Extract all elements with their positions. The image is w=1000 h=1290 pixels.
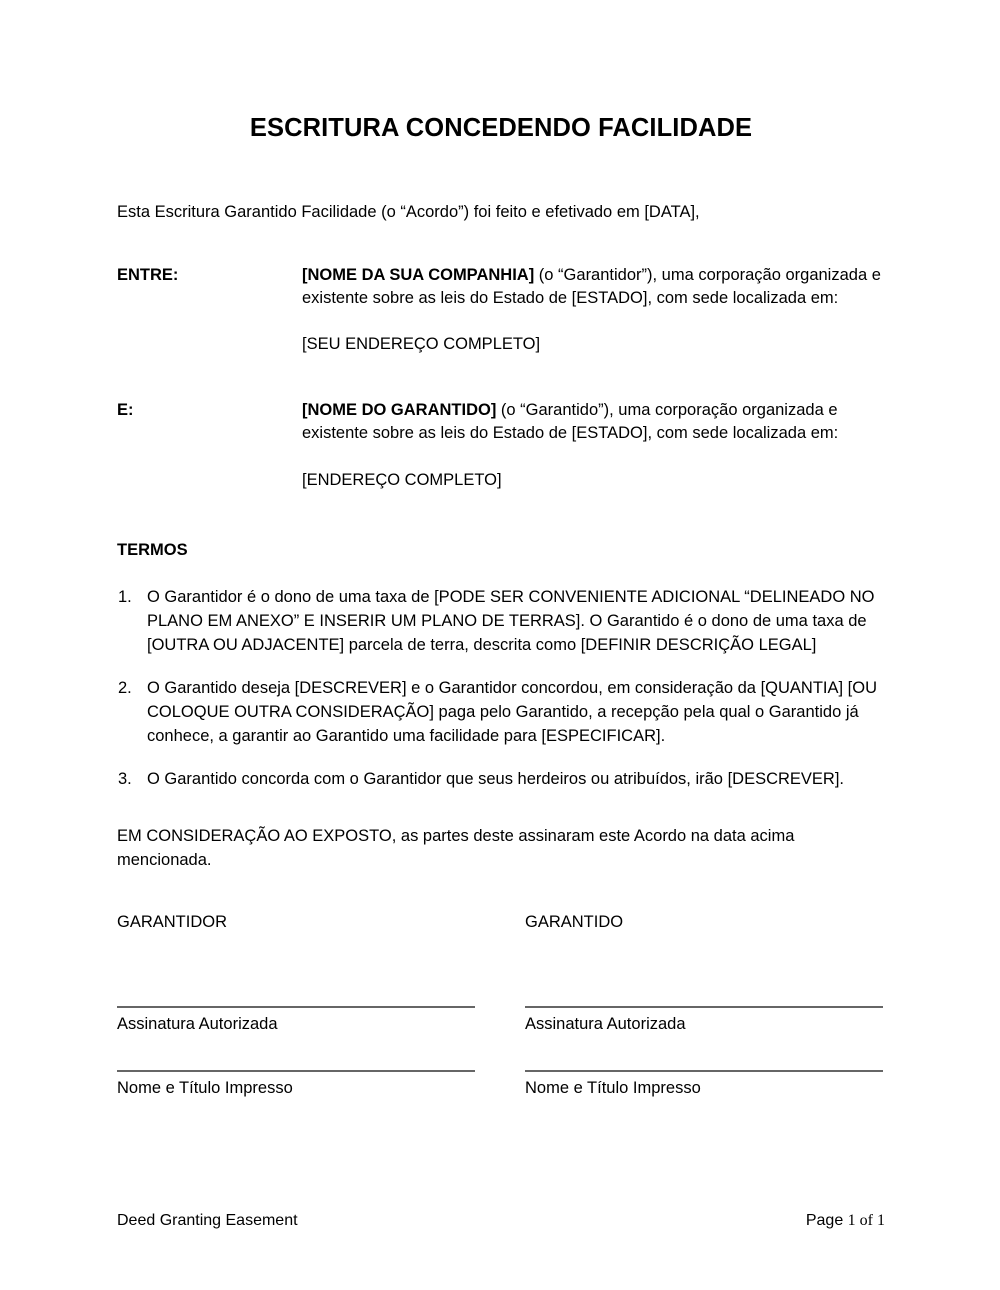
signature-caption-grantee: Assinatura Autorizada xyxy=(525,1014,686,1033)
signature-column-grantor xyxy=(117,911,475,1099)
document-content xyxy=(117,0,885,1100)
terms-list xyxy=(117,562,885,791)
page-title: ESCRITURA CONCEDENDO FACILIDADE xyxy=(249,114,753,142)
terms-item xyxy=(117,768,885,792)
terms-item-number: 3. xyxy=(118,769,132,788)
footer-page-indicator xyxy=(806,1212,885,1230)
party-description-grantee xyxy=(302,399,885,446)
printed-name-caption-grantee: Nome e Título Impresso xyxy=(525,1078,701,1097)
terms-item-number: 1. xyxy=(118,588,132,607)
party-name-grantee: [NOME DO GARANTIDO] xyxy=(302,400,497,419)
signature-heading-grantee: GARANTIDO xyxy=(525,913,624,932)
signature-area xyxy=(117,872,885,1099)
consideration-paragraph: EM CONSIDERAÇÃO AO EXPOSTO, as partes deste assinaram este Acordo na data acima mencionada. xyxy=(117,826,795,869)
footer-page-number: 1 of 1 xyxy=(847,1212,885,1229)
party-label-grantor: ENTRE: xyxy=(117,265,179,284)
party-body-grantee xyxy=(302,399,885,492)
terms-item-text: O Garantido concorda com o Garantidor que seus herdeiros ou atribuídos, irão [DESCREVER]. xyxy=(147,769,845,788)
party-description-text-grantee: (o “Garantido”), uma corporação organizada e existente sobre as leis do Estado de [ESTADO], com sede localizada em: xyxy=(302,400,839,443)
page-footer xyxy=(117,1212,885,1230)
party-address-grantee: [ENDEREÇO COMPLETO] xyxy=(302,470,502,489)
party-block-grantor xyxy=(117,225,885,357)
party-body-grantor xyxy=(302,264,885,357)
party-description-grantor xyxy=(302,264,885,311)
party-description-text-grantor: (o “Garantidor”), uma corporação organizada e existente sobre as leis do Estado de [ESTADO], com sede localizada em: xyxy=(302,265,881,307)
party-name-grantor: [NOME DA SUA COMPANHIA] xyxy=(302,265,535,284)
terms-item xyxy=(117,586,885,658)
footer-document-name: Deed Granting Easement xyxy=(117,1212,298,1229)
terms-item-number: 2. xyxy=(118,678,132,697)
terms-heading: TERMOS xyxy=(117,541,188,560)
terms-item-text: O Garantidor é o dono de uma taxa de [PODE SER CONVENIENTE ADICIONAL “DELINEADO NO PLANO EM ANEXO” E INSERIR UM PLANO DE TERRAS]. O Garantido é o dono de uma taxa de [OUTRA OU ADJACENTE] parcela de terra, descrita como [DEFINIR DESCRIÇÃO LEGAL] xyxy=(147,588,875,654)
printed-name-caption-grantor: Nome e Título Impresso xyxy=(117,1078,293,1097)
signature-caption-grantor: Assinatura Autorizada xyxy=(117,1014,278,1033)
terms-item-text: O Garantido deseja [DESCREVER] e o Garantidor concordou, em consideração da [QUANTIA] [OU COLOQUE OUTRA CONSIDERAÇÃO] paga pelo Garantido, a recepção pela qual o Garantido já conhece, a garantir ao Garantido uma facilidade para [ESPECIFICAR]. xyxy=(147,678,877,745)
signature-column-grantee xyxy=(525,911,883,1099)
terms-item xyxy=(117,677,885,749)
signature-heading-row xyxy=(117,911,885,1099)
signature-heading-grantor: GARANTIDOR xyxy=(117,913,228,932)
intro-paragraph: Esta Escritura Garantido Facilidade (o “Acordo”) foi feito e efetivado em [DATA], xyxy=(117,202,700,221)
footer-page-label: Page xyxy=(805,1212,848,1229)
party-address-grantor: [SEU ENDEREÇO COMPLETO] xyxy=(302,335,541,354)
party-block-grantee xyxy=(117,357,885,492)
party-label-grantee: E: xyxy=(117,400,134,419)
